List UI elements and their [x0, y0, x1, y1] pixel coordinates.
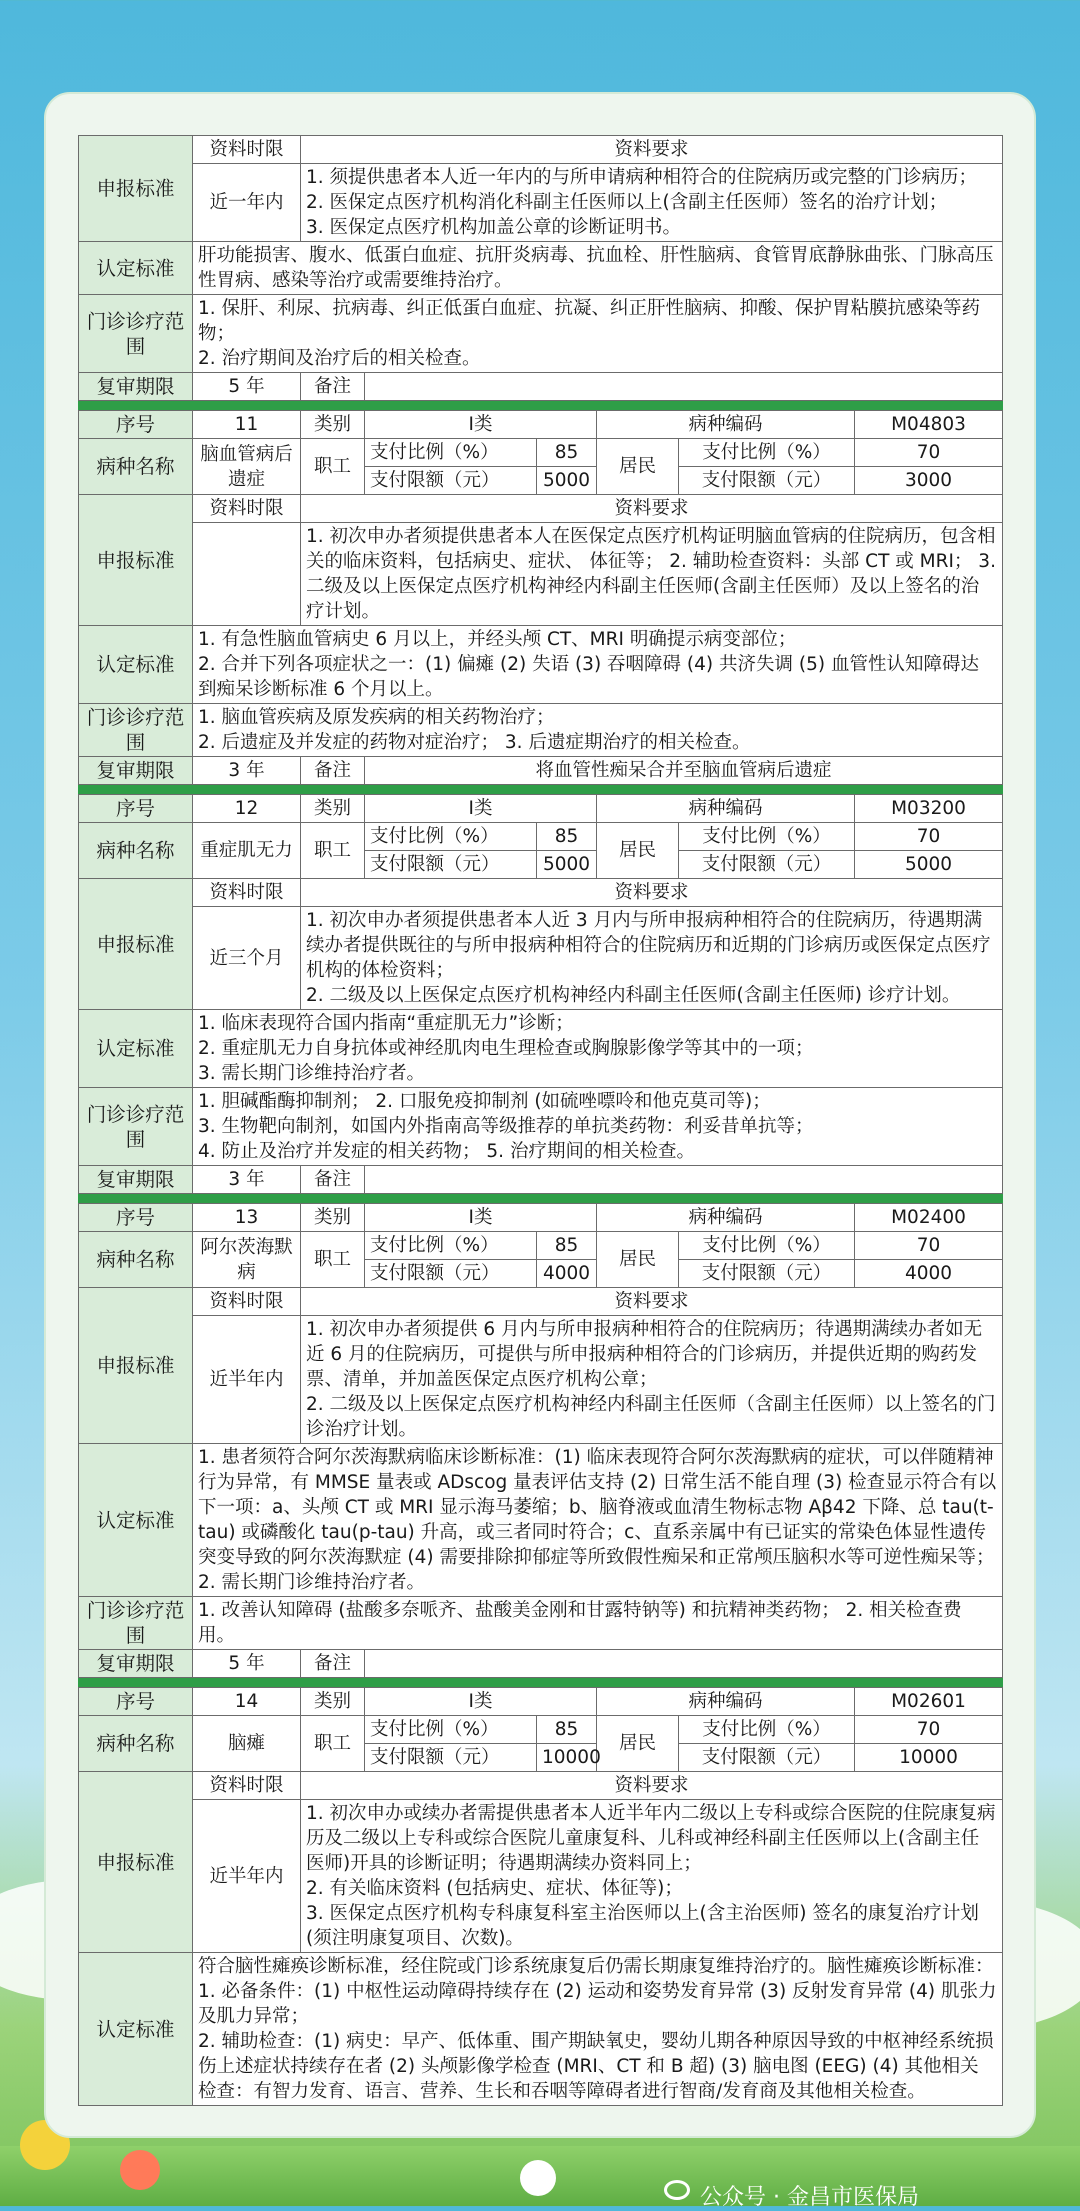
label-biaozhun: 申报标准	[79, 136, 193, 242]
label-bianma: 病种编码	[597, 1204, 855, 1232]
table-row	[79, 136, 1003, 164]
label-zg-bili: 支付比例（%）	[365, 439, 537, 467]
jm-bili-value: 70	[855, 823, 1003, 851]
table-row	[79, 795, 1003, 823]
menzhen-text: 1. 保肝、利尿、抗病毒、纠正低蛋白血症、抗凝、纠正肝性脑病、抑酸、保护胃粘膜抗感染等药物； 2. 治疗期间及治疗后的相关检查。	[193, 295, 1003, 373]
menzhen-text: 1. 改善认知障碍 (盐酸多奈哌齐、盐酸美金刚和甘露特钠等) 和抗精神类药物； 2. 相关检查费用。	[193, 1597, 1003, 1650]
leibie-value: Ⅰ类	[365, 795, 597, 823]
label-biaozhun: 申报标准	[79, 879, 193, 1010]
table-row	[79, 1688, 1003, 1716]
label-zg-bili: 支付比例（%）	[365, 823, 537, 851]
label-zg-xiane: 支付限额（元）	[365, 1260, 537, 1288]
bianma-value: M03200	[855, 795, 1003, 823]
zg-bili-value: 85	[537, 1716, 597, 1744]
label-biaozhun: 申报标准	[79, 1772, 193, 1953]
xuhao-value: 12	[193, 795, 301, 823]
label-rending: 认定标准	[79, 1010, 193, 1088]
table-row	[79, 1716, 1003, 1744]
table-row	[79, 1088, 1003, 1166]
mingcheng-value: 阿尔茨海默病	[193, 1232, 301, 1288]
table-row	[79, 1597, 1003, 1650]
table-row	[79, 1650, 1003, 1678]
xuhao-value: 11	[193, 411, 301, 439]
label-jm-bili: 支付比例（%）	[679, 823, 855, 851]
table-row	[79, 1232, 1003, 1260]
yaoqiu-text: 1. 初次申办者须提供 6 月内与所申报病种相符合的住院病历；待遇期满续办者如无近 6 月的住院病历，可提供与所申报病种相符合的门诊病历，并提供近期的购药发票、清单，并加盖医保定点医疗机构公章； 2. 二级及以上医保定点医疗机构神经内科副主任医师（含副主任医师）以上签名的门诊治疗计划。	[301, 1316, 1003, 1444]
zg-xiane-value: 5000	[537, 851, 597, 879]
label-zg-xiane: 支付限额（元）	[365, 1744, 537, 1772]
rending-text: 肝功能损害、腹水、低蛋白血症、抗肝炎病毒、抗血栓、肝性脑病、食管胃底静脉曲张、门脉高压性胃病、感染等治疗或需要维持治疗。	[193, 242, 1003, 295]
label-zg-bili: 支付比例（%）	[365, 1232, 537, 1260]
label-jm-bili: 支付比例（%）	[679, 1716, 855, 1744]
leibie-value: Ⅰ类	[365, 1204, 597, 1232]
header-yaoqiu: 资料要求	[301, 1288, 1003, 1316]
mingcheng-value: 重症肌无力	[193, 823, 301, 879]
label-jm-xiane: 支付限额（元）	[679, 1744, 855, 1772]
label-jumin: 居民	[597, 439, 679, 495]
shixian-value	[193, 523, 301, 626]
table-row	[79, 1010, 1003, 1088]
label-mingcheng: 病种名称	[79, 823, 193, 879]
label-fushen: 复审期限	[79, 1166, 193, 1194]
bianma-value: M02400	[855, 1204, 1003, 1232]
beizhu-value: 将血管性痴呆合并至脑血管病后遗症	[365, 757, 1003, 785]
label-mingcheng: 病种名称	[79, 1716, 193, 1772]
flower-decoration	[520, 2160, 556, 2196]
label-xuhao: 序号	[79, 795, 193, 823]
table-row	[79, 1316, 1003, 1444]
label-zg-xiane: 支付限额（元）	[365, 851, 537, 879]
table-row	[79, 823, 1003, 851]
label-beizhu: 备注	[301, 757, 365, 785]
label-jm-bili: 支付比例（%）	[679, 1232, 855, 1260]
table-row	[79, 439, 1003, 467]
label-bianma: 病种编码	[597, 1688, 855, 1716]
disease-table	[78, 135, 1002, 2106]
label-rending: 认定标准	[79, 242, 193, 295]
table-row	[79, 1444, 1003, 1597]
label-jm-xiane: 支付限额（元）	[679, 467, 855, 495]
table-row	[79, 1204, 1003, 1232]
label-xuhao: 序号	[79, 1688, 193, 1716]
green-separator	[79, 1194, 1003, 1204]
yaoqiu-text: 1. 初次申办者须提供患者本人近 3 月内与所申报病种相符合的住院病历，待遇期满续办者提供既往的与所申报病种相符合的住院病历和近期的门诊病历或医保定点医疗机构的体检资料； 2. 二级及以上医保定点医疗机构神经内科副主任医师(含副主任医师) 诊疗计划。	[301, 907, 1003, 1010]
label-biaozhun: 申报标准	[79, 1288, 193, 1444]
table-row	[79, 879, 1003, 907]
menzhen-text: 1. 胆碱酯酶抑制剂； 2. 口服免疫抑制剂 (如硫唑嘌呤和他克莫司等)； 3. 生物靶向制剂，如国内外指南高等级推荐的单抗类药物：利妥昔单抗等； 4. 防止及治疗并发症的相关药物； 5. 治疗期间的相关检查。	[193, 1088, 1003, 1166]
label-bianma: 病种编码	[597, 411, 855, 439]
green-separator	[79, 401, 1003, 411]
shixian-value: 近半年内	[193, 1316, 301, 1444]
header-shixian: 资料时限	[193, 879, 301, 907]
label-beizhu: 备注	[301, 1166, 365, 1194]
label-jm-xiane: 支付限额（元）	[679, 1260, 855, 1288]
zg-xiane-value: 5000	[537, 467, 597, 495]
label-jumin: 居民	[597, 1716, 679, 1772]
rending-text: 1. 临床表现符合国内指南“重症肌无力”诊断； 2. 重症肌无力自身抗体或神经肌肉电生理检查或胸腺影像学等其中的一项； 3. 需长期门诊维持治疗者。	[193, 1010, 1003, 1088]
zg-bili-value: 85	[537, 439, 597, 467]
table-row	[79, 1772, 1003, 1800]
label-mingcheng: 病种名称	[79, 1232, 193, 1288]
zg-xiane-value: 10000	[537, 1744, 597, 1772]
header-shixian: 资料时限	[193, 1772, 301, 1800]
xuhao-value: 13	[193, 1204, 301, 1232]
table-row	[79, 495, 1003, 523]
jm-xiane-value: 5000	[855, 851, 1003, 879]
label-zhigong: 职工	[301, 1232, 365, 1288]
table-row	[79, 757, 1003, 785]
table-row	[79, 295, 1003, 373]
jm-bili-value: 70	[855, 1232, 1003, 1260]
fushen-value: 3 年	[193, 1166, 301, 1194]
leibie-value: Ⅰ类	[365, 411, 597, 439]
jm-xiane-value: 10000	[855, 1744, 1003, 1772]
table-row	[79, 523, 1003, 626]
label-fushen: 复审期限	[79, 757, 193, 785]
bianma-value: M04803	[855, 411, 1003, 439]
label-leibie: 类别	[301, 1204, 365, 1232]
rending-text: 1. 患者须符合阿尔茨海默病临床诊断标准：(1) 临床表现符合阿尔茨海默病的症状，可以伴随精神行为异常，有 MMSE 量表或 ADscog 量表评估支持 (2) 日常生活不能自理 (3) 检查显示符合有以下一项：a、头颅 CT 或 MRI 显示海马萎缩；b、脑脊液或血清生物标志物 Aβ42 下降、总 tau(t-tau) 或磷酸化 tau(p-tau) 升高，或三者同时符合；c、直系亲属中有已证实的常染色体显性遗传突变导致的阿尔茨海默症 (4) 需要排除抑郁症等所致假性痴呆和正常颅压脑积水等可逆性痴呆等； 2. 需长期门诊维持治疗者。	[193, 1444, 1003, 1597]
label-leibie: 类别	[301, 411, 365, 439]
label-rending: 认定标准	[79, 626, 193, 704]
label-beizhu: 备注	[301, 1650, 365, 1678]
label-zhigong: 职工	[301, 1716, 365, 1772]
header-yaoqiu: 资料要求	[301, 136, 1003, 164]
header-shixian: 资料时限	[193, 1288, 301, 1316]
yaoqiu-text: 1. 须提供患者本人近一年内的与所申请病种相符合的住院病历或完整的门诊病历； 2. 医保定点医疗机构消化科副主任医师以上(含副主任医师）签名的治疗计划； 3. 医保定点医疗机构加盖公章的诊断证明书。	[301, 164, 1003, 242]
jm-bili-value: 70	[855, 439, 1003, 467]
label-menzhen: 门诊诊疗范围	[79, 295, 193, 373]
label-rending: 认定标准	[79, 1444, 193, 1597]
table-row	[79, 907, 1003, 1010]
label-beizhu: 备注	[301, 373, 365, 401]
fushen-value: 5 年	[193, 373, 301, 401]
shixian-value: 近半年内	[193, 1800, 301, 1953]
green-separator	[79, 785, 1003, 795]
beizhu-value	[365, 1166, 1003, 1194]
label-mingcheng: 病种名称	[79, 439, 193, 495]
table-row	[79, 704, 1003, 757]
label-zhigong: 职工	[301, 439, 365, 495]
green-separator	[79, 1678, 1003, 1688]
table-row	[79, 1288, 1003, 1316]
mingcheng-value: 脑血管病后遗症	[193, 439, 301, 495]
header-yaoqiu: 资料要求	[301, 1772, 1003, 1800]
label-jm-xiane: 支付限额（元）	[679, 851, 855, 879]
table-row	[79, 164, 1003, 242]
table-row	[79, 373, 1003, 401]
label-zg-xiane: 支付限额（元）	[365, 467, 537, 495]
label-jumin: 居民	[597, 823, 679, 879]
fushen-value: 3 年	[193, 757, 301, 785]
zg-xiane-value: 4000	[537, 1260, 597, 1288]
zg-bili-value: 85	[537, 823, 597, 851]
label-menzhen: 门诊诊疗范围	[79, 1088, 193, 1166]
label-menzhen: 门诊诊疗范围	[79, 1597, 193, 1650]
table-row	[79, 626, 1003, 704]
header-yaoqiu: 资料要求	[301, 495, 1003, 523]
footer-account: 公众号 · 金昌市医保局	[700, 2185, 919, 2210]
header-yaoqiu: 资料要求	[301, 879, 1003, 907]
table-row	[79, 1953, 1003, 2106]
rending-text: 符合脑性瘫痪诊断标准，经住院或门诊系统康复后仍需长期康复维持治疗的。脑性瘫痪诊断标准： 1. 必备条件：(1) 中枢性运动障碍持续存在 (2) 运动和姿势发育异常 (3) 反射发育异常 (4) 肌张力及肌力异常； 2. 辅助检查：(1) 病史：早产、低体重、围产期缺氧史，婴幼儿期各种原因导致的中枢神经系统损伤上述症状持续存在者 (2) 头颅影像学检查 (MRI、CT 和 B 超) (3) 脑电图 (EEG) (4) 其他相关检查：有智力发育、语言、营养、生长和吞咽等障碍者进行智商/发育商及其他相关检查。	[193, 1953, 1003, 2106]
menzhen-text: 1. 脑血管疾病及原发疾病的相关药物治疗； 2. 后遗症及并发症的药物对症治疗； 3. 后遗症期治疗的相关检查。	[193, 704, 1003, 757]
yaoqiu-text: 1. 初次申办或续办者需提供患者本人近半年内二级以上专科或综合医院的住院康复病历及二级以上专科或综合医院儿童康复科、儿科或神经科副主任医师以上(含副主任医师)开具的诊断证明；待遇期满续办资料同上； 2. 有关临床资料 (包括病史、症状、体征等)； 3. 医保定点医疗机构专科康复科室主治医师以上(含主治医师) 签名的康复治疗计划 (须注明康复项目、次数)。	[301, 1800, 1003, 1953]
label-xuhao: 序号	[79, 411, 193, 439]
label-xuhao: 序号	[79, 1204, 193, 1232]
beizhu-value	[365, 373, 1003, 401]
rending-text: 1. 有急性脑血管病史 6 月以上，并经头颅 CT、MRI 明确提示病变部位； 2. 合并下列各项症状之一：(1) 偏瘫 (2) 失语 (3) 吞咽障碍 (4) 共济失调 (5) 血管性认知障碍达到痴呆诊断标准 6 个月以上。	[193, 626, 1003, 704]
table-row	[79, 1166, 1003, 1194]
label-zhigong: 职工	[301, 823, 365, 879]
label-leibie: 类别	[301, 1688, 365, 1716]
leibie-value: Ⅰ类	[365, 1688, 597, 1716]
jm-xiane-value: 3000	[855, 467, 1003, 495]
jm-xiane-value: 4000	[855, 1260, 1003, 1288]
shixian-value: 近三个月	[193, 907, 301, 1010]
label-fushen: 复审期限	[79, 1650, 193, 1678]
header-shixian: 资料时限	[193, 136, 301, 164]
header-shixian: 资料时限	[193, 495, 301, 523]
table-row	[79, 411, 1003, 439]
jm-bili-value: 70	[855, 1716, 1003, 1744]
label-bianma: 病种编码	[597, 795, 855, 823]
mingcheng-value: 脑瘫	[193, 1716, 301, 1772]
label-jm-bili: 支付比例（%）	[679, 439, 855, 467]
label-rending: 认定标准	[79, 1953, 193, 2106]
zg-bili-value: 85	[537, 1232, 597, 1260]
label-jumin: 居民	[597, 1232, 679, 1288]
table-row	[79, 1800, 1003, 1953]
wechat-icon	[664, 2180, 690, 2200]
flower-decoration	[120, 2150, 160, 2190]
label-fushen: 复审期限	[79, 373, 193, 401]
bianma-value: M02601	[855, 1688, 1003, 1716]
label-menzhen: 门诊诊疗范围	[79, 704, 193, 757]
yaoqiu-text: 1. 初次申办者须提供患者本人在医保定点医疗机构证明脑血管病的住院病历，包含相关的临床资料，包括病史、症状、 体征等； 2. 辅助检查资料：头部 CT 或 MRI； 3. 二级及以上医保定点医疗机构神经内科副主任医师(含副主任医师）及以上签名的治疗计划。	[301, 523, 1003, 626]
xuhao-value: 14	[193, 1688, 301, 1716]
fushen-value: 5 年	[193, 1650, 301, 1678]
beizhu-value	[365, 1650, 1003, 1678]
table-row	[79, 242, 1003, 295]
shixian-value: 近一年内	[193, 164, 301, 242]
label-zg-bili: 支付比例（%）	[365, 1716, 537, 1744]
label-leibie: 类别	[301, 795, 365, 823]
label-biaozhun: 申报标准	[79, 495, 193, 626]
